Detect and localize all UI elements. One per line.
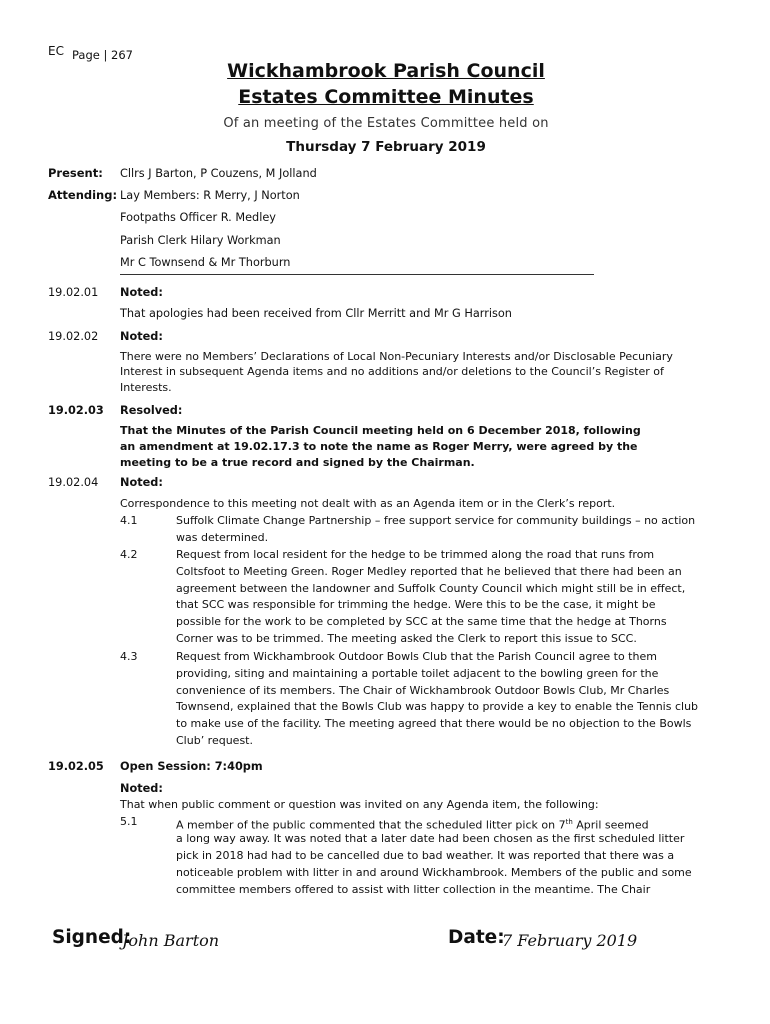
meeting-subtitle: Of an meeting of the Estates Committee held on [223, 116, 549, 131]
sub-text: Request from Wickhambrook Outdoor Bowls Club that the Parish Council agree to them providing, siting and maintaining a portable toilet adjacent to the bowling green for the convenience of its members. The Chair of Wickhambrook Outdoor Bowls Club, Mr Charles Townsend, explained that the Bowls Club was happy to provide a key to enable the Tennis club to make use of the facility. The meeting agreed that there would be no objection to the Bowls Club’ request. [176, 650, 699, 747]
item-number: 19.02.02 [48, 330, 99, 343]
item-number: 19.02.05 [48, 760, 104, 773]
sub-number: 5.1 [120, 815, 138, 828]
item-heading: Open Session: 7:40pm [120, 760, 263, 773]
meeting-date: Thursday 7 February 2019 [286, 139, 486, 155]
present-label: Present: [48, 166, 103, 180]
item-text: There were no Members’ Declarations of Local Non-Pecuniary Interests and/or Disclosable Pecuniary Interest in subsequent Agenda items and no additions and/or deletions to the Council’s Register of Interests. [120, 350, 673, 394]
sub-number: 4.3 [120, 650, 138, 663]
item-intro: Correspondence to this meeting not dealt with as an Agenda item or in the Clerk’s report. [120, 497, 616, 510]
signed-date: 7 February 2019 [502, 931, 638, 950]
attending-line: Mr C Townsend & Mr Thorburn [120, 256, 291, 269]
present-value: Cllrs J Barton, P Couzens, M Jolland [120, 167, 317, 180]
item-heading: Resolved: [120, 404, 183, 417]
item-number: 19.02.04 [48, 476, 99, 489]
attending-line: Parish Clerk Hilary Workman [120, 234, 281, 247]
item-number: 19.02.01 [48, 286, 99, 299]
item-number: 19.02.03 [48, 404, 104, 417]
item-heading: Noted: [120, 476, 163, 489]
item-heading: Noted: [120, 330, 163, 343]
sub-number: 4.1 [120, 514, 138, 527]
page-number: Page | 267 [72, 48, 133, 62]
attending-line: Lay Members: R Merry, J Norton [120, 189, 300, 202]
divider [120, 274, 594, 275]
resolution-text: That the Minutes of the Parish Council meeting held on 6 December 2018, following an amendment at 19.02.17.3 to note the name as Roger Merry, were agreed by the meeting to be a true record and signed by the Chairman. [120, 424, 641, 469]
sub-number: 4.2 [120, 548, 138, 561]
signed-label: Signed: [52, 927, 132, 948]
item-subheading: Noted: [120, 782, 163, 795]
document-code: EC [48, 44, 64, 58]
signed-name: John Barton [122, 931, 220, 950]
sub-text: Request from local resident for the hedge to be trimmed along the road that runs from Coltsfoot to Meeting Green. Roger Medley reported that he believed that there had been an agreement between the landowner and Suffolk County Council which might still be in effect, that SCC was responsible for trimming the hedge. Were this to be the case, it might be possible for the work to be completed by SCC at the same time that the hedge at Thorns Corner was to be trimmed. The meeting asked the Clerk to report this issue to SCC. [176, 548, 686, 645]
attending-line: Footpaths Officer R. Medley [120, 211, 276, 224]
sub-text: Suffolk Climate Change Partnership – free support service for community buildings – no action was determined. [176, 514, 696, 544]
item-intro: That when public comment or question was invited on any Agenda item, the following: [120, 798, 599, 811]
item-text: That apologies had been received from Cllr Merritt and Mr G Harrison [120, 307, 512, 320]
sub-text: A member of the public commented that the scheduled litter pick on 7th April seemed a long way away. It was noted that a later date had been chosen as the first scheduled litter pick in 2018 had had to be cancelled due to bad weather. It was reported that there was a noticeable problem with litter in and around Wickhambrook. Members of the public and some committee members offered to assist with litter collection in the meantime. The Chair [176, 818, 692, 896]
date-label: Date: [448, 927, 505, 948]
item-heading: Noted: [120, 286, 163, 299]
council-title: Wickhambrook Parish Council [227, 60, 545, 82]
minutes-title: Estates Committee Minutes [238, 86, 534, 108]
attending-label: Attending: [48, 188, 118, 202]
